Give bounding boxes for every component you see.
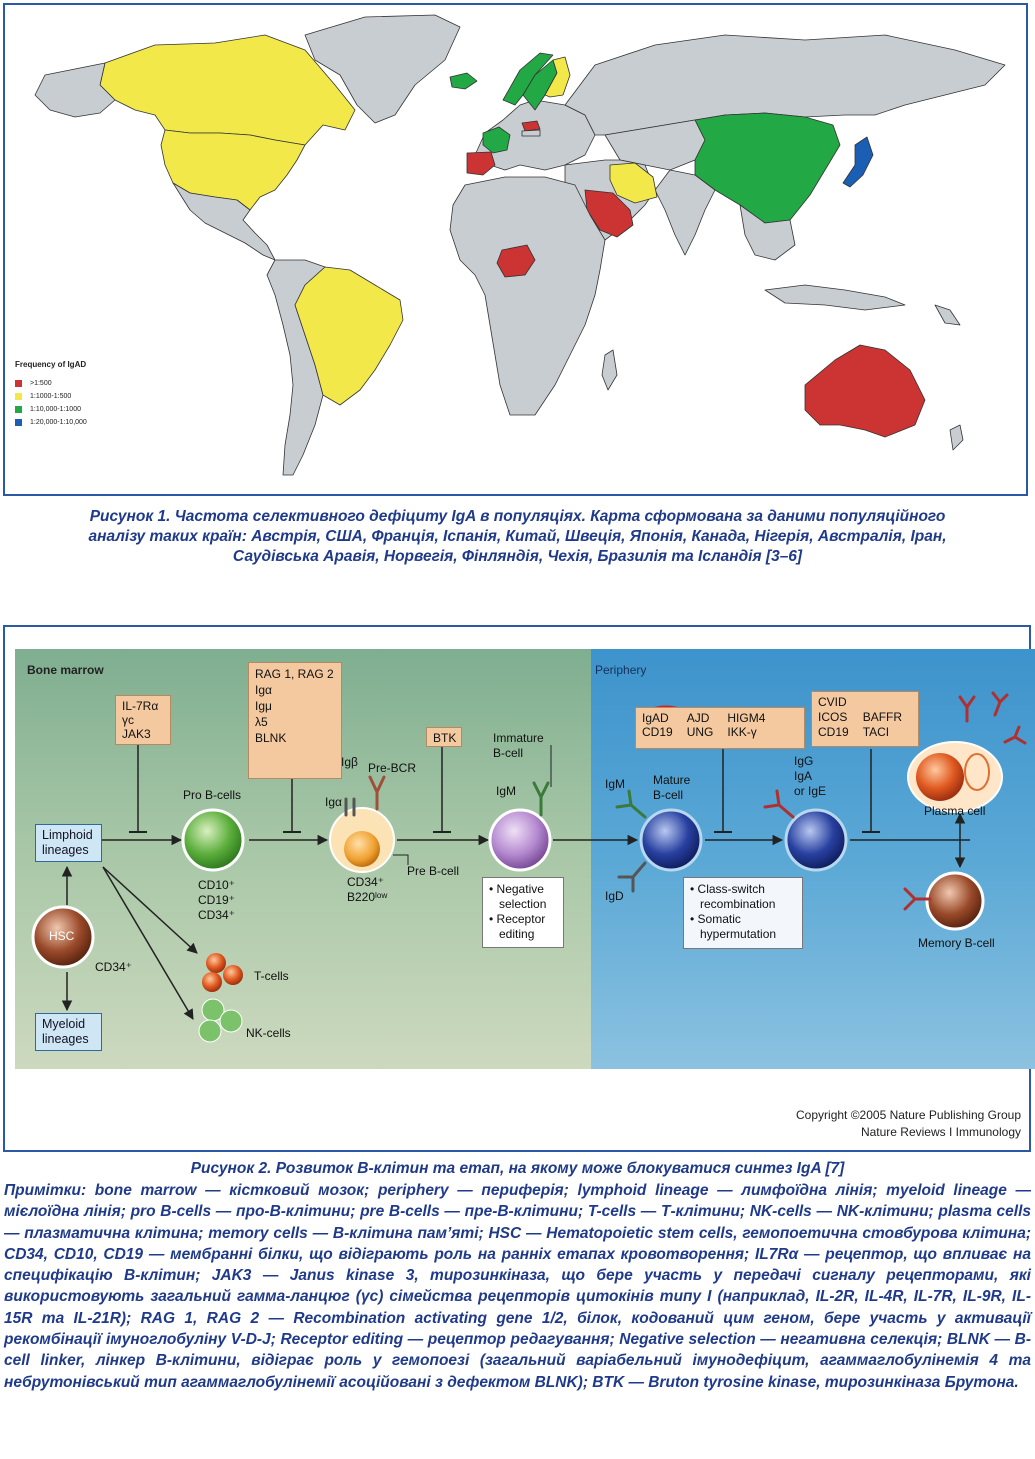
legend-label: 1:10,000-1:1000	[30, 406, 81, 413]
lineages-label: lineages	[42, 843, 89, 857]
rag-label: RAG 1, RAG 2	[255, 667, 334, 681]
igg-text: IgG	[794, 754, 814, 768]
ung-label: UNG	[686, 725, 714, 739]
nk-cell	[199, 1020, 221, 1042]
immature-b-cell	[490, 810, 550, 870]
cd19-label: CD19	[818, 725, 849, 739]
limphoid-label: Limphoid	[42, 828, 93, 842]
plasma-cell-label: Plasma cell	[924, 804, 986, 818]
cvid-label: CVID	[818, 695, 847, 709]
gc-label: γc	[122, 713, 134, 727]
receptor-line: • Receptor	[489, 912, 546, 926]
austria	[522, 130, 540, 136]
ig-beta-label: Igβ	[341, 755, 358, 769]
africa	[450, 177, 605, 415]
recombination-text: recombination	[700, 897, 776, 911]
pre-b-label: Pre B-cell	[407, 864, 460, 878]
journal-line: Nature Reviews I Immunology	[860, 1125, 1021, 1139]
japan	[843, 137, 873, 187]
lineages-label: lineages	[42, 1032, 89, 1046]
legend-swatch	[15, 419, 22, 426]
igg-label	[794, 754, 826, 799]
iga-text: IgA	[794, 769, 813, 783]
figure2-notes: Примітки: bone marrow — кістковий мозок; periphery — периферія; lymphoid lineage — лимфоїдна лінія; myeloid lineage — мієлоїдна лінія; pro B-cells — про-В-клітини; pre B-cells — пре-В-клітини; T-cells — Т-клітини; NK-cells — NK-клітини; plasma cells — плазматична клітина; memory cells — В-клітина пам’яті; HSC — Hematopoietic stem cells, гемопоетична стовбурова клітина; CD34, CD10, CD19 — мембранні білки, що відіграють роль на ранніх етапах кровотворення; IL7Rα — рецептор, що впливає на специфікацію В-клітин; JAK3 — Janus kinase 3, тирозинкіназа, що бере участь у передачі сигналу рецепторами, які використовують загальний гамма-ланцюг (γc) сімейства рецепторів цитокінів типу I (наприклад, IL-2R, IL-4R, IL-7R, IL-9R, IL-15R та IL-21R); RAG 1, RAG 2 — Recombination activating gene 1/2, білок, кодований цим геном, бере участь у активації рекомбінації імуноглобуліну V-D-J; Receptor editing — рецептор редагування; Negative selection — негативна селекція; BLNK — B-cell linker, лінкер В-клітини, відіграє роль у гемопоезі (загальний варіабельний імунодефіцит, агаммаглобулінемія 4 та небрутонівський тип агаммаглобулінемії асоційовані з дефектом BLNK); BTK — Bruton tyrosine kinase, тирозинкіназа Брутона.	[4, 1182, 1031, 1391]
ikk-label: IKK-γ	[727, 725, 757, 739]
igm-label: IgM	[496, 784, 517, 798]
igm-mature-label: IgM	[605, 777, 626, 791]
memory-b-cell-label: Memory B-cell	[918, 936, 995, 950]
legend-swatch	[15, 380, 22, 387]
bone-marrow-label: Bone marrow	[27, 663, 104, 677]
alaska	[35, 63, 115, 117]
class-switch-box	[683, 877, 803, 949]
blnk-label: BLNK	[255, 731, 287, 745]
pro-b-label: Pro B-cells	[183, 788, 242, 802]
t-cell	[202, 972, 222, 992]
hsc-marker: CD34⁺	[95, 960, 133, 974]
mature-label	[653, 773, 690, 803]
cd19-label: CD19	[642, 725, 673, 739]
btk-box: BTK	[426, 727, 462, 747]
legend-row	[15, 390, 87, 403]
ajd-label: AJD	[686, 711, 710, 725]
spain	[467, 152, 495, 175]
legend-label: >1:500	[30, 380, 52, 387]
cd19-marker: CD19⁺	[198, 893, 236, 907]
t-cell	[223, 965, 243, 985]
t-cell	[206, 953, 226, 973]
legend-row	[15, 377, 87, 390]
pacific-islands	[935, 305, 960, 325]
taci-label: TACI	[862, 725, 890, 739]
selection-text: selection	[499, 897, 547, 911]
ig-mu-label: Igμ	[255, 699, 272, 713]
cd34-marker: CD34⁺	[198, 908, 236, 922]
mature-b-cell	[641, 810, 701, 870]
igad-box	[635, 707, 805, 749]
copyright	[796, 1107, 1021, 1141]
class-switch-line: • Class-switch	[690, 882, 765, 896]
czech	[522, 121, 540, 131]
pre-bcr-label: Pre-BCR	[368, 761, 417, 775]
legend-label: 1:1000-1:500	[30, 393, 72, 400]
cvid-box	[811, 691, 919, 747]
legend-label: 1:20,000-1:10,000	[30, 419, 87, 426]
pro-b-cell	[183, 810, 243, 870]
immature-text: Immature	[493, 731, 544, 745]
world-map-figure	[3, 3, 1028, 496]
india	[655, 170, 715, 255]
class-switched-b-cell	[786, 810, 846, 870]
myeloid-lineages-box	[35, 1013, 102, 1051]
higm4-label: HIGM4	[727, 711, 766, 725]
legend-swatch	[15, 406, 22, 413]
cvid-col1	[818, 695, 849, 743]
ig-alpha-label: Igα	[255, 683, 272, 697]
pre-b-markers	[347, 875, 387, 905]
australia	[805, 345, 925, 437]
jak3-label: JAK3	[122, 727, 151, 741]
il7-box	[115, 695, 171, 745]
periphery-label: Periphery	[595, 663, 647, 677]
b220-marker: B220ˡᵒʷ	[347, 890, 388, 904]
copyright-line: Copyright ©2005 Nature Publishing Group	[796, 1108, 1021, 1122]
icos-label: ICOS	[818, 710, 848, 724]
receptor-text: Receptor	[496, 912, 546, 926]
cd34-marker: CD34⁺	[347, 875, 385, 889]
somatic-line: • Somatic	[690, 912, 741, 926]
iceland	[450, 73, 477, 89]
igad-col3	[727, 711, 765, 745]
cvid-col2	[863, 695, 902, 743]
editing-text: editing	[499, 927, 535, 941]
new-zealand	[950, 425, 963, 450]
t-cells-label: T-cells	[254, 969, 289, 983]
baffr-label: BAFFR	[862, 710, 903, 724]
rag-box	[248, 662, 342, 779]
cd10-marker: CD10⁺	[198, 878, 236, 892]
ige-text: or IgE	[794, 784, 827, 798]
pro-b-markers	[198, 878, 235, 923]
somatic-text: Somatic	[697, 912, 741, 926]
figure2-caption: Рисунок 2. Розвиток В-клітин та етап, на якому може блокуватися синтез IgA [7]	[190, 1160, 845, 1177]
immature-label	[493, 731, 544, 761]
mature-text: Mature	[653, 773, 691, 787]
memory-b-cell	[927, 873, 983, 929]
igad-col1	[642, 711, 673, 745]
igad-label: IgAD	[642, 711, 669, 725]
map-legend	[15, 360, 87, 429]
igad-col2	[687, 711, 714, 745]
neg-sel-line: • Negative	[489, 882, 544, 896]
nk-cell	[220, 1010, 242, 1032]
china	[695, 113, 840, 223]
igd-label: IgD	[605, 889, 624, 903]
legend-swatch	[15, 393, 22, 400]
figure1-caption: Рисунок 1. Частота селективного дефіциту IgA в популяціях. Карта сформована за даними популяційного аналізу таких країн: Австрія, США, Франція, Іспанія, Китай, Швеція, Японія, Канада, Нігерія, Австралія, Іран, Саудівська Аравія, Норвегія, Фінляндія, Чехія, Бразилія та Ісландія [3–6]	[88, 508, 947, 565]
ig-alpha-label: Igα	[325, 795, 342, 809]
b-cell-text: B-cell	[493, 746, 524, 760]
indonesia	[765, 285, 905, 310]
hsc-label: HSC	[49, 929, 75, 943]
il7-label: IL-7Rα	[122, 699, 159, 713]
limphoid-lineages-box	[35, 824, 102, 862]
world-map	[5, 5, 1026, 494]
legend-row	[15, 403, 87, 416]
legend-title: Frequency of IgAD	[15, 360, 87, 369]
b-cell-text: B-cell	[653, 788, 684, 802]
class-switch-text: Class-switch	[697, 882, 765, 896]
bcell-diagram-figure	[3, 625, 1031, 1152]
lambda5-label: λ5	[255, 715, 268, 729]
legend-row	[15, 416, 87, 429]
negative-text: Negative	[496, 882, 544, 896]
negative-selection-box	[482, 877, 564, 948]
myeloid-label: Myeloid	[42, 1017, 86, 1031]
nk-cells-label: NK-cells	[246, 1026, 291, 1040]
hypermutation-text: hypermutation	[700, 927, 777, 941]
madagascar	[602, 350, 617, 390]
